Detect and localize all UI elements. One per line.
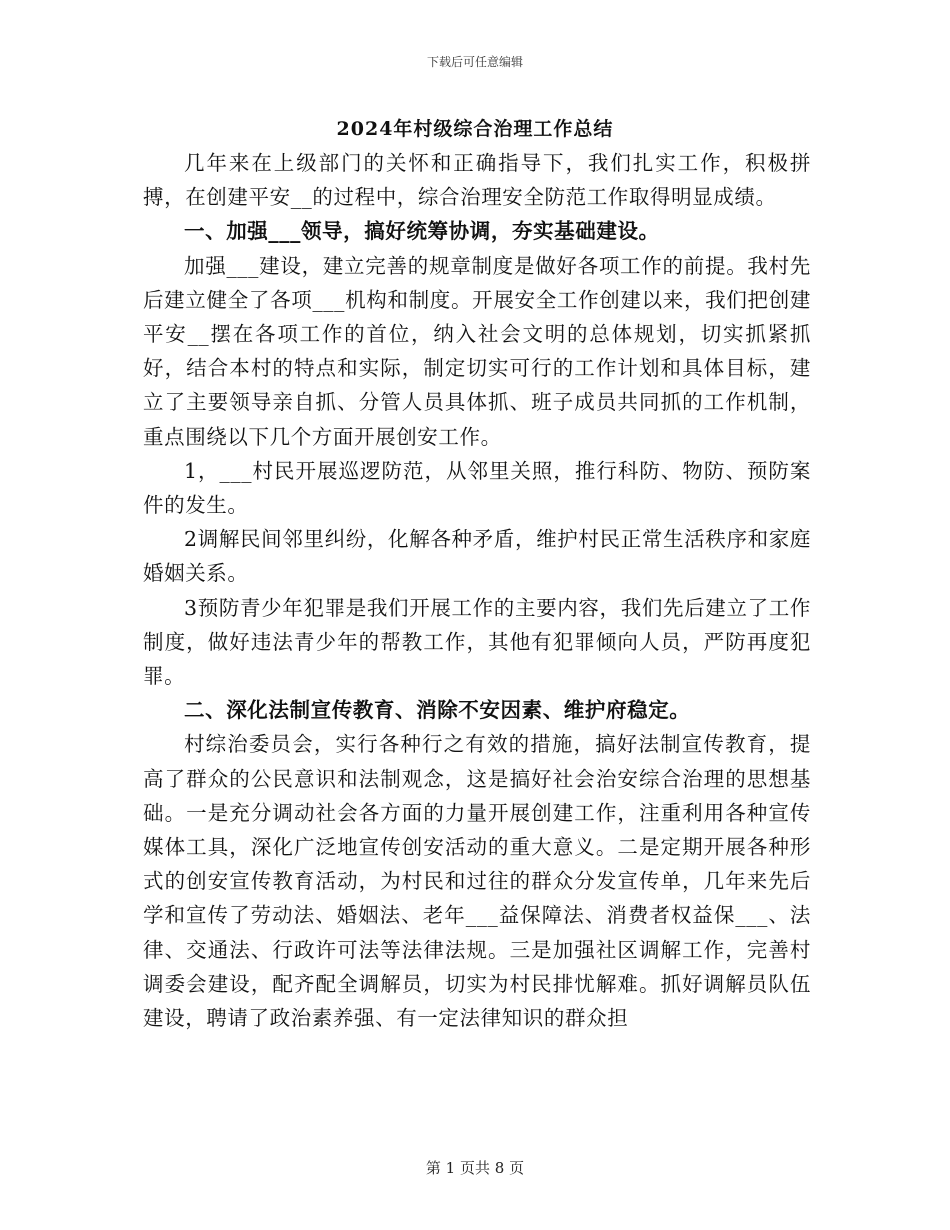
- list-item-1: 1，___村民开展巡逻防范，从邻里关照，推行科防、物防、预防案件的发生。: [143, 458, 811, 518]
- list-item-3: 3预防青少年犯罪是我们开展工作的主要内容，我们先后建立了工作制度，做好违法青少年的帮教工作，其他有犯罪倾向人员，严防再度犯罪。: [143, 595, 811, 689]
- section-heading-1: 一、加强___领导，搞好统筹协调，夯实基础建设。: [184, 219, 660, 244]
- paragraph-section-1-body: 加强___建设，建立完善的规章制度是做好各项工作的前提。我村先后建立健全了各项___机构和制度。开展安全工作创建以来，我们把创建平安__摆在各项工作的首位，纳入社会文明的总体规划，切实抓紧抓好，结合本村的特点和实际，制定切实可行的工作计划和具体目标，建立了主要领导亲自抓、分管人员具体抓、班子成员共同抓的工作机制，重点围绕以下几个方面开展创安工作。: [143, 253, 811, 449]
- document-body: [143, 146, 811, 1035]
- paragraph-section-2-body: 村综治委员会，实行各种行之有效的措施，搞好法制宣传教育，提高了群众的公民意识和法制观念，这是搞好社会治安综合治理的思想基础。一是充分调动社会各方面的力量开展创建工作，注重利用各种宣传媒体工具，深化广泛地宣传创安活动的重大意义。二是定期开展各种形式的创安宣传教育活动，为村民和过往的群众分发宣传单，几年来先后学和宣传了劳动法、婚姻法、老年___益保障法、消费者权益保___、法律、交通法、行政许可法等法律法规。三是加强社区调解工作，完善村调委会建设，配齐配全调解员，切实为村民排忧解难。抓好调解员队伍建设，聘请了政治素养强、有一定法律知识的群众担: [143, 732, 811, 1031]
- section-heading-2: 二、深化法制宣传教育、消除不安因素、维护府稳定。: [184, 698, 691, 723]
- paragraph-intro: 几年来在上级部门的关怀和正确指导下，我们扎实工作，积极拼搏，在创建平安__的过程中，综合治理安全防范工作取得明显成绩。: [143, 151, 811, 210]
- list-item-2: 2调解民间邻里纠纷，化解各种矛盾，维护村民正常生活秩序和家庭婚姻关系。: [143, 527, 811, 586]
- page-number: 第 1 页共 8 页: [425, 1159, 525, 1177]
- page-header: 下载后可任意编辑: [426, 55, 523, 69]
- document-title: 2024年村级综合治理工作总结: [336, 118, 614, 140]
